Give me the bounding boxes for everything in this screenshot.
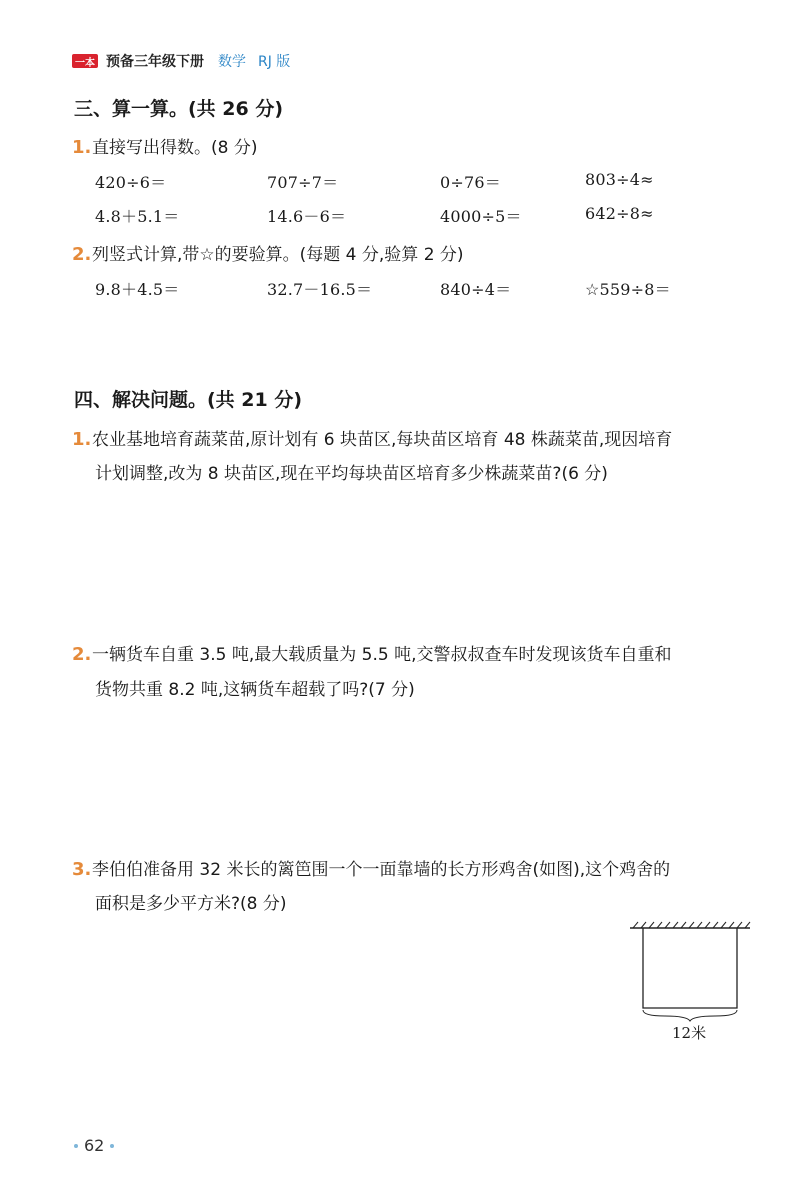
s3-q2 — [72, 240, 464, 265]
page-header — [72, 50, 290, 72]
question-number: 3. — [72, 859, 92, 880]
question-text-line1: 李伯伯准备用 32 米长的篱笆围一个一面靠墙的长方形鸡舍(如图),这个鸡舍的 — [92, 860, 671, 880]
question-text-line1: 农业基地培育蔬菜苗,原计划有 6 块苗区,每块苗区培育 48 株蔬菜苗,现因培育 — [92, 430, 673, 450]
figure-length-label: 12米 — [672, 1024, 707, 1042]
brace — [643, 1010, 737, 1021]
expr-r2c3: 4000÷5＝ — [440, 207, 522, 226]
expr-r2c4: 642÷8≈ — [585, 204, 654, 223]
expr-r1c1: 420÷6＝ — [95, 173, 167, 192]
s4-q3 — [72, 855, 670, 880]
page-number — [68, 1136, 120, 1155]
page-number-text: 62 — [84, 1136, 105, 1155]
dot-right — [110, 1144, 114, 1148]
question-text: 列竖式计算,带☆的要验算。(每题 4 分,验算 2 分) — [92, 245, 464, 265]
question-number: 1. — [72, 137, 92, 158]
expr-r2c2: 14.6－6＝ — [267, 207, 347, 226]
question-number: 2. — [72, 644, 92, 665]
edition-label: RJ 版 — [258, 54, 291, 70]
expr-r1c4: 803÷4≈ — [585, 170, 654, 189]
subject-label: 数学 — [218, 54, 246, 70]
wall-hatching — [633, 922, 750, 928]
s4-q1 — [72, 425, 672, 450]
expr-r1c3: 0÷76＝ — [440, 173, 501, 192]
s4-q1-line2: 计划调整,改为 8 块苗区,现在平均每块苗区培育多少株蔬菜苗?(6 分) — [95, 464, 608, 484]
publisher-logo: 一本 — [72, 54, 98, 68]
vertical-expr-3: 840÷4＝ — [440, 280, 512, 299]
expr-r2c1: 4.8＋5.1＝ — [95, 207, 180, 226]
s3-q1 — [72, 133, 257, 158]
expr-r1c2: 707÷7＝ — [267, 173, 339, 192]
s4-q2-line2: 货物共重 8.2 吨,这辆货车超载了吗?(7 分) — [95, 680, 415, 700]
vertical-expr-4: ☆559÷8＝ — [585, 280, 671, 299]
s4-q2 — [72, 640, 672, 665]
book-title: 预备三年级下册 — [106, 54, 204, 70]
dot-left — [74, 1144, 78, 1148]
question-text: 直接写出得数。(8 分) — [92, 138, 258, 158]
section-3-title: 三、算一算。(共 26 分) — [74, 98, 284, 120]
question-text-line1: 一辆货车自重 3.5 吨,最大载质量为 5.5 吨,交警叔叔查车时发现该货车自重和 — [92, 645, 672, 665]
fence-outline — [643, 928, 737, 1008]
vertical-expr-2: 32.7－16.5＝ — [267, 280, 373, 299]
question-number: 2. — [72, 244, 92, 265]
question-number: 1. — [72, 429, 92, 450]
vertical-expr-1: 9.8＋4.5＝ — [95, 280, 180, 299]
section-4-title: 四、解决问题。(共 21 分) — [74, 389, 303, 411]
s4-q3-line2: 面积是多少平方米?(8 分) — [95, 894, 287, 914]
